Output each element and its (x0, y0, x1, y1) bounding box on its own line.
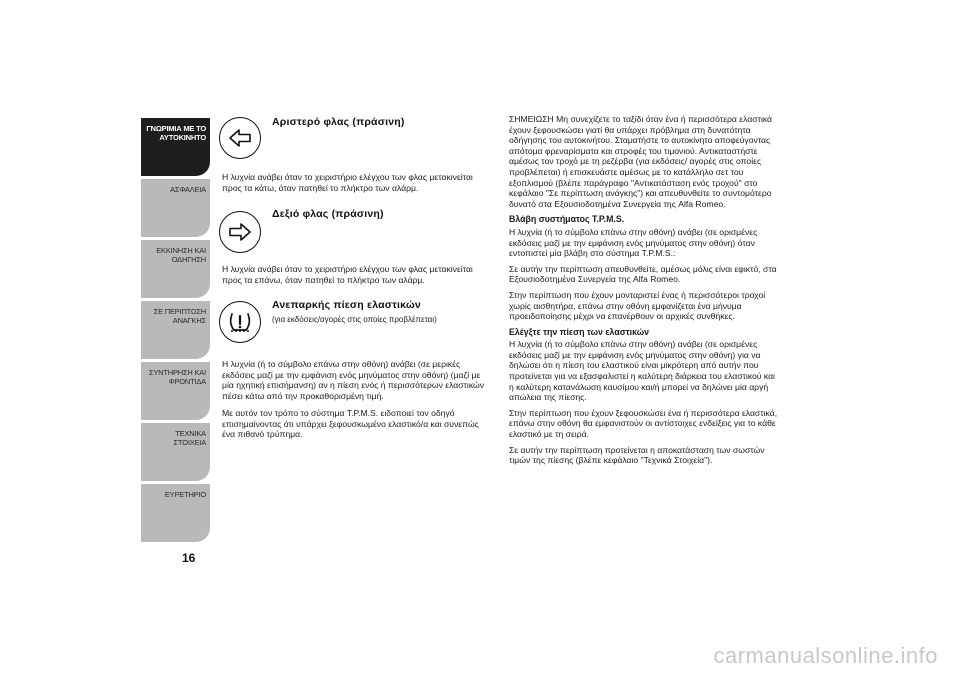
tyre-pressure-text-2: Με αυτόν τον τρόπο το σύστημα T.P.M.S. ειδοποιεί τον οδηγό επισημαίνοντας ότι υπάρχει ξεφουσκωμένο ελαστικό/α και συνεπώς ένα πιθανό τρύπημα. (222, 408, 479, 440)
tyre-pressure-icon (219, 301, 261, 343)
tab-label: ΤΕΧΝΙΚΑ ΣΤΟΙΧΕΙΑ (173, 429, 206, 447)
tab-label: ΕΚΚΙΝΗΣΗ ΚΑΙ ΟΔΗΓΗΣΗ (156, 246, 206, 264)
tab-label: ΕΥΡΕΤΗΡΙΟ (164, 490, 206, 499)
tyre-pressure-subtitle: (για εκδόσεις/αγορές στις οποίες προβλέπεται) (272, 315, 437, 324)
left-arrow-icon (219, 117, 261, 159)
page-number: 16 (182, 551, 196, 565)
right-arrow-icon (219, 211, 261, 253)
chapter-sidebar (141, 118, 210, 545)
tpms-fault-p2: Σε αυτήν την περίπτωση απευθυνθείτε, αμέσως μόλις είναι εφικτό, στα Εξουσιοδοτημένα Συνεργεία της Alfa Romeo. (509, 263, 777, 285)
watermark: carmanualsonline.info (713, 643, 938, 668)
right-column (509, 114, 779, 471)
left-turn-text: Η λυχνία ανάβει όταν το χειριστήριο ελέγχου των φλας μετακινείται προς τα κάτω, όταν πατηθεί το πλήκτρο των αλάρμ. (222, 172, 473, 193)
tab-index[interactable] (141, 484, 210, 542)
tab-getting-to-know[interactable] (141, 118, 210, 176)
tab-starting-driving[interactable] (141, 240, 210, 298)
tpms-fault-p1: Η λυχνία (ή το σύμβολο επάνω στην οθόνη) ανάβει (σε ορισμένες εκδόσεις μαζί με την εμφάνιση ενός μηνύματος στην οθόνη) όταν εντοπιστεί μία βλάβη στο σύστημα T.P.M.S.: (509, 226, 758, 259)
tab-label: ΣΥΝΤΗΡΗΣΗ ΚΑΙ ΦΡΟΝΤΙΔΑ (148, 368, 206, 386)
right-turn-text: Η λυχνία ανάβει όταν το χειριστήριο ελέγχου των φλας μετακινείται προς τα επάνω, όταν πατηθεί το πλήκτρο των αλάρμ. (222, 264, 473, 285)
check-pressure-p2: Στην περίπτωση που έχουν ξεφουσκώσει ένα ή περισσότερα ελαστικά, επάνω στην οθόνη θα εμφανιστούν οι αντίστοιχες ενδείξεις για το κάθε ελαστικό με τη σειρά. (509, 407, 778, 440)
tab-technical-data[interactable] (141, 423, 210, 481)
check-pressure-p1: Η λυχνία (ή το σύμβολο επάνω στην οθόνη) ανάβει (σε ορισμένες εκδόσεις μαζί με την εμφάνιση ενός μηνύματος στην οθόνη) για να δηλώσει ότι η πίεση του ελαστικού είναι μικρότερη από αυτήν που προτείνεται για να εξασφαλιστεί η καλύτερη διάρκεια του ελαστικού και η καλύτερη κατανάλωση καυσίμου και/ή μπορεί να δηλώνει μία αργή απώλεια της πίεσης. (509, 339, 775, 403)
right-turn-title: Δεξιό φλας (πράσινη) (272, 208, 384, 220)
tyre-pressure-text-1: Η λυχνία (ή το σύμβολο επάνω στην οθόνη) ανάβει (σε μερικές εκδόσεις μαζί με την εμφάνιση ενός μηνύματος στην οθόνη) (μαζί με μία ηχητική επισήμανση) αν η πίεση ενός ή περισσότερων ελαστικών πέσει κάτω από την προκαθορισμένη τιμή. (222, 359, 485, 401)
tpms-fault-p3: Στην περίπτωση που έχουν μονταριστεί ένας ή περισσότεροι τροχοί χωρίς αισθητήρα, επάνω στην οθόνη εμφανίζεται ένα μήνυμα προειδοποίησης μέχρι να επανέρθουν οι αρχικές συνθήκες. (509, 289, 766, 322)
tpms-fault-title: Βλάβη συστήματος T.P.M.S. (509, 214, 625, 225)
left-turn-title: Αριστερό φλας (πράσινη) (272, 116, 405, 128)
tab-maintenance[interactable] (141, 362, 210, 420)
tab-label: ΑΣΦΑΛΕΙΑ (170, 185, 206, 194)
tab-label: ΓΝΩΡΙΜΙΑ ΜΕ ΤΟ ΑΥΤΟΚΙΝΗΤΟ (146, 124, 206, 142)
check-pressure-p3: Σε αυτήν την περίπτωση προτείνεται η αποκατάσταση των σωστών τιμών της πίεσης (βλέπε κεφάλαιο "Τεχνικά Στοιχεία"). (509, 444, 765, 466)
tab-label: ΣΕ ΠΕΡΙΠΤΩΣΗ ΑΝΑΓΚΗΣ (153, 307, 206, 325)
note-paragraph: ΣΗΜΕΙΩΣΗ Μη συνεχίζετε το ταξίδι όταν ένα ή περισσότερα ελαστικά έχουν ξεφουσκώσει γιατί θα υπάρχει πρόβλημα στη δυνατότητα οδήγησης του αυτοκινήτου. Σταματήστε το αυτοκίνητο αποφεύγοντας απότομα φρεναρίσματα και στροφές του τιμονιού. Αντικαταστήστε αμέσως τον τροχό με τη ρεζέρβα (για εκδόσεις/ αγορές στις οποίες προβλέπεται) ή επισκευάστε αμέσως με το κατάλληλο σετ του εξοπλισμού (βλέπε παράγραφο "Αντικατάσταση ενός τροχού" στο κεφάλαιο "Σε περίπτωση ανάγκης") και απευθυνθείτε το συντομότερο δυνατό στα Εξουσιοδοτημένα Συνεργεία της Alfa Romeo. (509, 114, 773, 209)
tyre-pressure-title: Ανεπαρκής πίεση ελαστικών (272, 299, 421, 311)
check-pressure-title: Ελέγξτε την πίεση των ελαστικών (509, 326, 650, 337)
tab-emergency[interactable] (141, 301, 210, 359)
tab-safety[interactable] (141, 179, 210, 237)
